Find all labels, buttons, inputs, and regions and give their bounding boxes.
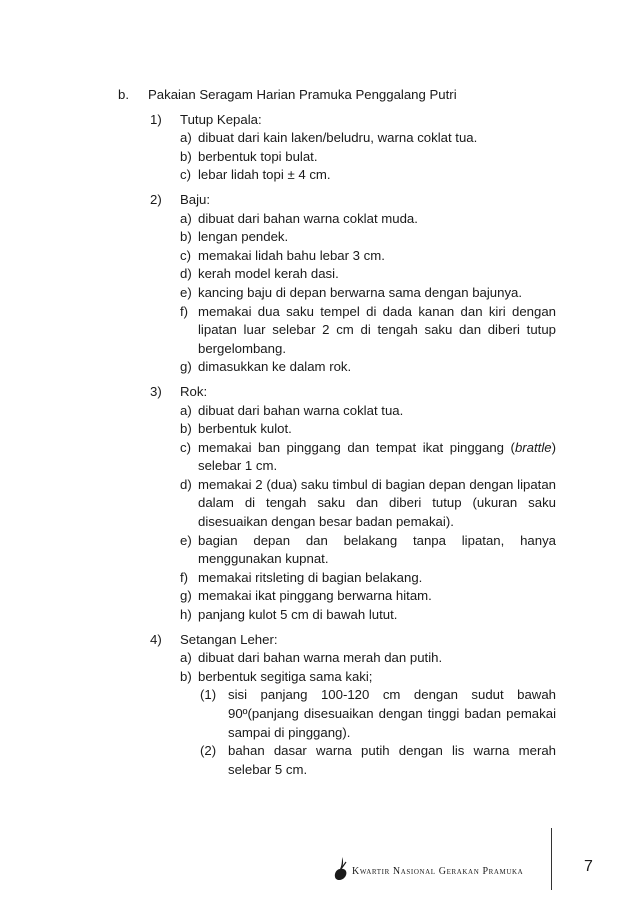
list-text: memakai lidah bahu lebar 3 cm. — [198, 247, 385, 263]
sub-list-text: sisi panjang 100-120 cm dengan sudut bawah 90º(panjang disesuaikan dengan tinggi badan pemakai sampai di pinggang). — [228, 687, 556, 740]
item-baju — [118, 191, 556, 210]
list-item — [118, 129, 556, 148]
page-number: 7 — [584, 858, 593, 875]
sub-list-item — [118, 742, 556, 779]
list-label: f) — [180, 303, 189, 319]
item-title: Setangan Leher: — [180, 631, 278, 647]
section-label: b. — [118, 87, 129, 102]
item-setangan-leher — [118, 631, 556, 650]
list-item — [118, 228, 556, 247]
sub-list-label: (2) — [200, 743, 217, 759]
section-title: Pakaian Seragam Harian Pramuka Penggalang Putri — [148, 87, 457, 102]
list-item — [118, 649, 556, 668]
list-text: lengan pendek. — [198, 229, 289, 245]
list-item — [118, 587, 556, 606]
list-text: dimasukkan ke dalam rok. — [198, 359, 352, 375]
list-text: dibuat dari bahan warna coklat muda. — [198, 210, 418, 226]
list-label: g) — [180, 359, 192, 375]
list-text: memakai ritsleting di bagian belakang. — [198, 569, 423, 585]
list-text: memakai 2 (dua) saku timbul di bagian depan dengan lipatan dalam di tengah saku dan diberi tutup (ukuran saku disesuaikan dengan besar badan pemakai). — [198, 476, 556, 530]
list-item — [118, 210, 556, 229]
list-text: memakai ikat pinggang berwarna hitam. — [198, 588, 432, 604]
list-item — [118, 247, 556, 266]
list-text: berbentuk topi bulat. — [198, 148, 318, 164]
list-item — [118, 420, 556, 439]
list-label: e) — [180, 532, 192, 548]
item-title: Rok: — [180, 383, 208, 399]
list-item — [118, 668, 556, 687]
list-item — [118, 439, 556, 476]
item-label: 4) — [150, 631, 162, 647]
list-text: memakai dua saku tempel di dada kanan dan kiri dengan lipatan luar selebar 2 cm di tengah saku dan diberi tutup bergelombang. — [198, 303, 556, 356]
list-label: f) — [180, 569, 189, 585]
list-text: lebar lidah topi ± 4 cm. — [198, 167, 331, 183]
list-label: a) — [180, 210, 192, 226]
list-text: dibuat dari bahan warna coklat tua. — [198, 402, 404, 418]
list-text: dibuat dari bahan warna merah dan putih. — [198, 650, 443, 666]
item-label: 1) — [150, 111, 162, 127]
list-text: kerah model kerah dasi. — [198, 266, 339, 282]
footer-organization: Kwartir Nasional Gerakan Pramuka — [352, 866, 524, 877]
sub-list-text: bahan dasar warna putih dengan lis warna merah selebar 5 cm. — [228, 743, 556, 777]
item-label: 3) — [150, 383, 162, 399]
list-label: a) — [180, 402, 192, 418]
list-label: h) — [180, 607, 192, 623]
list-item — [118, 265, 556, 284]
list-label: b) — [180, 421, 192, 437]
list-text: panjang kulot 5 cm di bawah lutut. — [198, 607, 398, 623]
list-label: d) — [180, 476, 192, 492]
list-label: c) — [180, 439, 191, 455]
list-text: berbentuk kulot. — [198, 421, 292, 437]
sub-list-item — [118, 686, 556, 742]
list-item — [118, 166, 556, 185]
list-item — [118, 148, 556, 167]
item-rok — [118, 383, 556, 402]
item-tutup-kepala — [118, 111, 556, 130]
list-label: b) — [180, 668, 192, 684]
list-text-italic: brattle — [514, 439, 552, 455]
list-text: dibuat dari kain laken/beludru, warna coklat tua. — [198, 130, 478, 146]
item-title: Baju: — [180, 191, 211, 207]
list-text: kancing baju di depan berwarna sama dengan bajunya. — [198, 284, 523, 300]
list-label: c) — [180, 247, 191, 263]
document-content — [118, 86, 556, 779]
list-item — [118, 358, 556, 377]
item-label: 2) — [150, 191, 162, 207]
list-label: b) — [180, 148, 192, 164]
list-item — [118, 303, 556, 359]
list-item — [118, 606, 556, 625]
list-item — [118, 532, 556, 569]
list-item — [118, 569, 556, 588]
list-label: g) — [180, 588, 192, 604]
list-text-part: ) selebar 1 cm. — [198, 439, 556, 474]
list-text: berbentuk segitiga sama kaki; — [198, 668, 373, 684]
sub-list-label: (1) — [200, 687, 217, 703]
list-label: d) — [180, 266, 192, 282]
footer-divider — [551, 828, 552, 890]
list-label: a) — [180, 130, 192, 146]
list-item — [118, 402, 556, 421]
item-title: Tutup Kepala: — [180, 111, 262, 127]
list-text — [198, 439, 556, 476]
list-label: a) — [180, 650, 192, 666]
list-label: c) — [180, 167, 191, 183]
list-item — [118, 284, 556, 303]
list-item — [118, 476, 556, 532]
list-label: e) — [180, 284, 192, 300]
list-text: bagian depan dan belakang tanpa lipatan, hanya menggunakan kupnat. — [198, 532, 556, 567]
list-text-part: memakai ban pinggang dan tempat ikat pinggang ( — [198, 439, 515, 455]
pramuka-tunas-kelapa-icon — [333, 856, 349, 882]
list-label: b) — [180, 229, 192, 245]
section-heading — [118, 86, 556, 105]
